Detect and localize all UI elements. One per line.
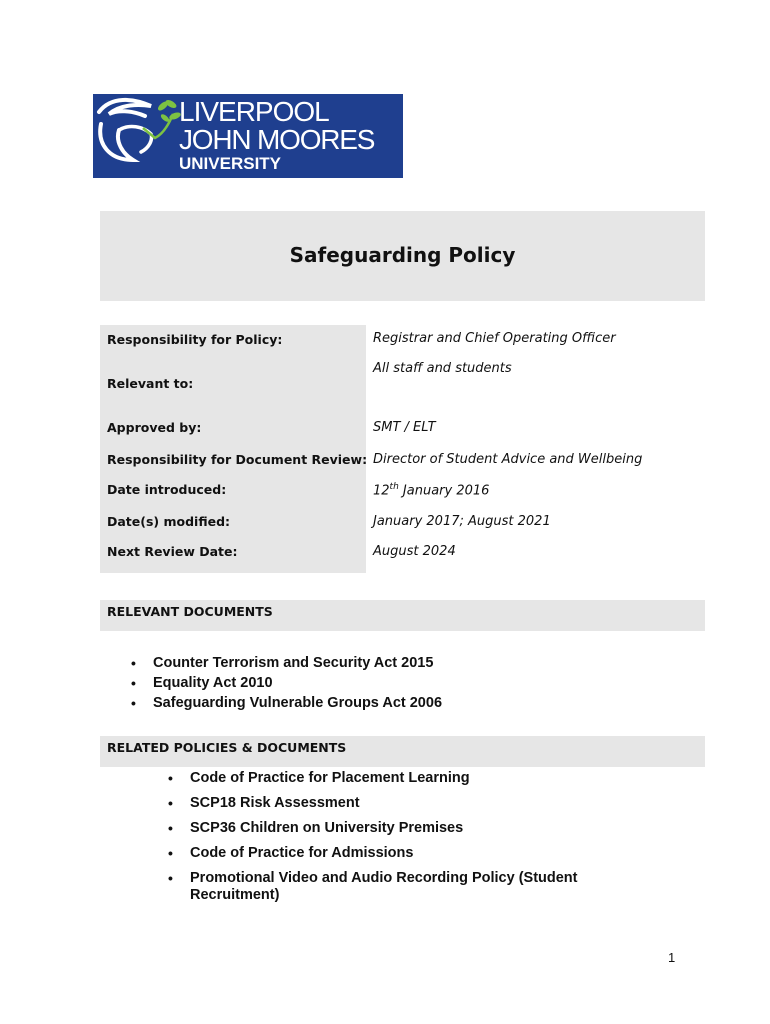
logo-line-1: LIVERPOOL bbox=[179, 96, 329, 127]
next-review-value: August 2024 bbox=[373, 544, 456, 559]
next-review-label: Next Review Date: bbox=[107, 544, 238, 559]
responsibility-label: Responsibility for Policy: bbox=[107, 332, 283, 347]
doc-review-value: Director of Student Advice and Wellbeing bbox=[373, 452, 643, 467]
relevant-label: Relevant to: bbox=[107, 376, 194, 391]
list-item: • Equality Act 2010 bbox=[131, 675, 273, 691]
list-item: • Promotional Video and Audio Recording Policy (Student Recruitment) bbox=[168, 870, 578, 903]
introduced-label: Date introduced: bbox=[107, 482, 227, 497]
responsibility-value: Registrar and Chief Operating Officer bbox=[373, 331, 616, 346]
section-title: RELEVANT DOCUMENTS bbox=[107, 604, 273, 619]
list-item: • SCP18 Risk Assessment bbox=[168, 795, 360, 811]
page-title: Safeguarding Policy bbox=[289, 243, 516, 267]
list-item: • Counter Terrorism and Security Act 2015 bbox=[131, 655, 434, 671]
info-label-column bbox=[100, 325, 366, 573]
relevant-documents-list bbox=[131, 655, 443, 712]
approved-label: Approved by: bbox=[107, 420, 202, 435]
liver-bird-icon bbox=[93, 94, 183, 178]
modified-value: January 2017; August 2021 bbox=[373, 514, 551, 529]
list-item: • Code of Practice for Admissions bbox=[168, 845, 414, 861]
related-policies-header bbox=[100, 736, 705, 767]
list-item: • Code of Practice for Placement Learning bbox=[168, 770, 470, 786]
introduced-value: 12th January 2016 bbox=[373, 482, 490, 499]
doc-review-label: Responsibility for Document Review: bbox=[107, 452, 368, 467]
relevant-value: All staff and students bbox=[373, 361, 512, 376]
university-logo bbox=[93, 94, 403, 178]
list-item: • SCP36 Children on University Premises bbox=[168, 820, 464, 836]
modified-label: Date(s) modified: bbox=[107, 514, 231, 529]
page-number: 1 bbox=[668, 950, 676, 965]
logo-line-3: UNIVERSITY bbox=[179, 154, 282, 173]
related-policies-list bbox=[168, 770, 578, 904]
section-title: RELATED POLICIES & DOCUMENTS bbox=[107, 740, 347, 755]
logo-line-2: JOHN MOORES bbox=[179, 124, 375, 155]
title-box bbox=[100, 211, 705, 301]
approved-value: SMT / ELT bbox=[373, 420, 436, 435]
list-item: • Safeguarding Vulnerable Groups Act 2006 bbox=[131, 695, 443, 711]
relevant-documents-header bbox=[100, 600, 705, 631]
